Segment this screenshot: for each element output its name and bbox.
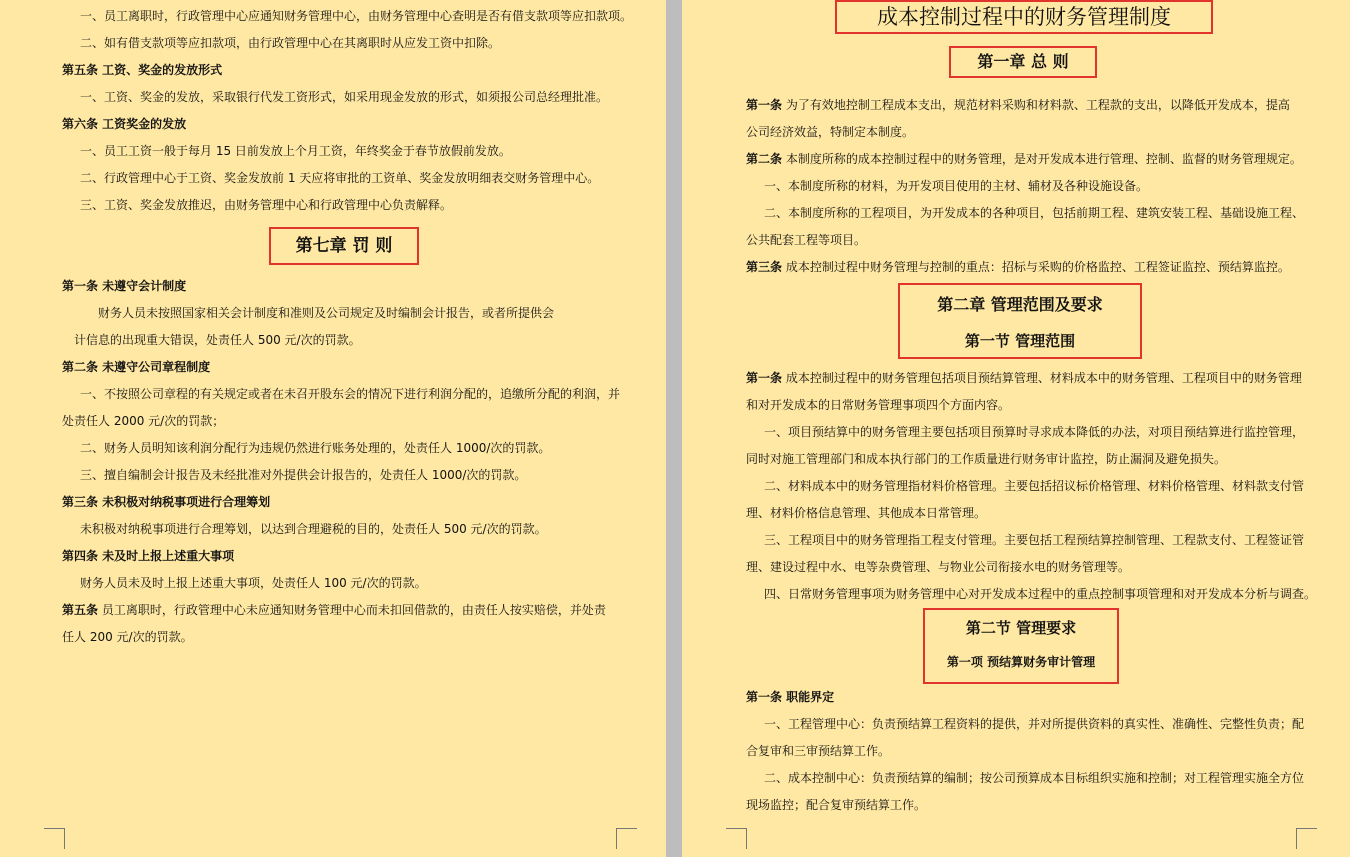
text-line: 一、员工工资一般于每月 15 日前发放上个月工资，年终奖金于春节放假前发放。 — [80, 144, 511, 158]
article-text: 成本控制过程中财务管理与控制的重点：招标与采购的价格监控、工程签证监控、预结算监控。 — [782, 260, 1290, 274]
text-line: 二、成本控制中心：负责预结算的编制；按公司预算成本目标组织实施和控制；对工程管理实施全方位 — [764, 771, 1305, 785]
text-line: 三、擅自编制会计报告及未经批准对外提供会计报告的，处责任人 1000/次的罚款。 — [80, 468, 527, 482]
text-line: 一、员工离职时，行政管理中心应通知财务管理中心，由财务管理中心查明是否有借支款项等应扣款项。 — [80, 9, 633, 23]
article-paragraph — [62, 597, 618, 624]
page-content — [746, 0, 1317, 819]
text-line: 一、工资、奖金的发放，采取银行代发工资形式，如采用现金发放的形式，如须报公司总经理批准。 — [80, 90, 609, 104]
article-paragraph — [746, 92, 1300, 119]
text-line: 公共配套工程等项目。 — [746, 233, 867, 247]
article-text: 成本控制过程中的财务管理包括项目预结算管理、材料成本中的财务管理、工程项目中的财务管理 — [782, 371, 1302, 385]
article-text: 本制度所称的成本控制过程中的财务管理，是对开发成本进行管理、控制、监督的财务管理规定。 — [782, 152, 1302, 166]
text-line: 二、本制度所称的工程项目，为开发成本的各种项目，包括前期工程、建筑安装工程、基础设施工程、 — [764, 206, 1305, 220]
text-line: 理、材料价格信息管理、其他成本日常管理。 — [746, 506, 987, 520]
text-line: 二、行政管理中心于工资、奖金发放前 1 天应将审批的工资单、奖金发放明细表交财务管理中心。 — [80, 171, 600, 185]
text-line: 财务人员未及时上报上述重大事项，处责任人 100 元/次的罚款。 — [80, 576, 427, 590]
page-gutter — [666, 0, 682, 857]
text-line: 财务人员未按照国家相关会计制度和准则及公司规定及时编制会计报告，或者所提供会 — [98, 306, 555, 320]
article-text: 员工离职时，行政管理中心未应通知财务管理中心而未扣回借款的，由责任人按实赔偿，并处责 — [98, 603, 606, 617]
text-line: 未积极对纳税事项进行合理筹划，以达到合理避税的目的，处责任人 500 元/次的罚款。 — [80, 522, 547, 536]
text-line: 三、工资、奖金发放推迟，由财务管理中心和行政管理中心负责解释。 — [80, 198, 453, 212]
article-title: 第一条 职能界定 — [746, 690, 835, 704]
article-title: 第一条 未遵守会计制度 — [62, 279, 187, 293]
document-title: 成本控制过程中的财务管理制度 — [835, 0, 1213, 34]
text-line: 任人 200 元/次的罚款。 — [62, 630, 193, 644]
text-line: 二、财务人员明知该利润分配行为违规仍然进行账务处理的，处责任人 1000/次的罚款。 — [80, 441, 551, 455]
text-line: 现场监控；配合复审预结算工作。 — [746, 798, 927, 812]
text-line: 和对开发成本的日常财务管理事项四个方面内容。 — [746, 398, 1011, 412]
article-title: 第一条 — [746, 371, 783, 385]
article-title: 第三条 未积极对纳税事项进行合理筹划 — [62, 495, 271, 509]
page-corner-mark — [44, 828, 65, 849]
text-line: 一、工程管理中心：负责预结算工程资料的提供，并对所提供资料的真实性、准确性、完整性负责；配 — [764, 717, 1305, 731]
article-title: 第五条 工资、奖金的发放形式 — [62, 63, 223, 77]
section-heading: 第一节 管理范围 — [964, 332, 1076, 350]
text-line: 一、项目预结算中的财务管理主要包括项目预算时寻求成本降低的办法，对项目预结算进行监控管理， — [764, 425, 1305, 439]
chapter-heading: 第二章 管理范围及要求 — [937, 295, 1103, 314]
text-line: 三、工程项目中的财务管理指工程支付管理。主要包括工程预结算控制管理、工程款支付、工程签证管 — [764, 533, 1305, 547]
text-line: 同时对施工管理部门和成本执行部门的工作质量进行财务审计监控，防止漏洞及避免损失。 — [746, 452, 1227, 466]
text-line: 理、建设过程中水、电等杂费管理、与物业公司衔接水电的财务管理等。 — [746, 560, 1131, 574]
page-content — [62, 0, 633, 651]
article-title: 第一条 — [746, 98, 783, 112]
section-heading: 第二节 管理要求 — [965, 619, 1077, 637]
text-line: 二、材料成本中的财务管理指材料价格管理。主要包括招议标价格管理、材料价格管理、材料款支付管 — [764, 479, 1305, 493]
document-page-right — [682, 0, 1350, 857]
text-line: 计信息的出现重大错误，处责任人 500 元/次的罚款。 — [74, 333, 361, 347]
chapter-heading: 第一章 总 则 — [949, 46, 1097, 78]
article-title: 第六条 工资奖金的发放 — [62, 117, 187, 131]
text-line: 一、本制度所称的材料，为开发项目使用的主材、辅材及各种设施设备。 — [764, 179, 1149, 193]
page-corner-mark — [1296, 828, 1317, 849]
chapter-heading: 第七章 罚 则 — [269, 227, 419, 265]
item-heading: 第一项 预结算财务审计管理 — [946, 655, 1096, 669]
section-heading-box — [923, 608, 1119, 684]
article-paragraph — [746, 146, 1300, 173]
text-line: 处责任人 2000 元/次的罚款； — [62, 414, 225, 428]
page-corner-mark — [616, 828, 637, 849]
article-title: 第二条 未遵守公司章程制度 — [62, 360, 211, 374]
article-title: 第四条 未及时上报上述重大事项 — [62, 549, 235, 563]
document-page-left — [0, 0, 666, 857]
text-line: 公司经济效益，特制定本制度。 — [746, 125, 915, 139]
article-paragraph — [746, 254, 1300, 281]
text-line: 合复审和三审预结算工作。 — [746, 744, 891, 758]
text-line: 一、不按照公司章程的有关规定或者在未召开股东会的情况下进行利润分配的，追缴所分配的利润，并 — [80, 387, 621, 401]
article-paragraph — [746, 365, 1300, 392]
article-title: 第二条 — [746, 152, 783, 166]
page-corner-mark — [726, 828, 747, 849]
article-title: 第五条 — [62, 603, 99, 617]
text-line: 四、日常财务管理事项为财务管理中心对开发成本过程中的重点控制事项管理和对开发成本分析与调查。 — [764, 587, 1317, 601]
text-line: 二、如有借支款项等应扣款项，由行政管理中心在其离职时从应发工资中扣除。 — [80, 36, 501, 50]
chapter-heading-box — [898, 283, 1142, 359]
article-text: 为了有效地控制工程成本支出，规范材料采购和材料款、工程款的支出，以降低开发成本，提高 — [782, 98, 1290, 112]
article-title: 第三条 — [746, 260, 783, 274]
